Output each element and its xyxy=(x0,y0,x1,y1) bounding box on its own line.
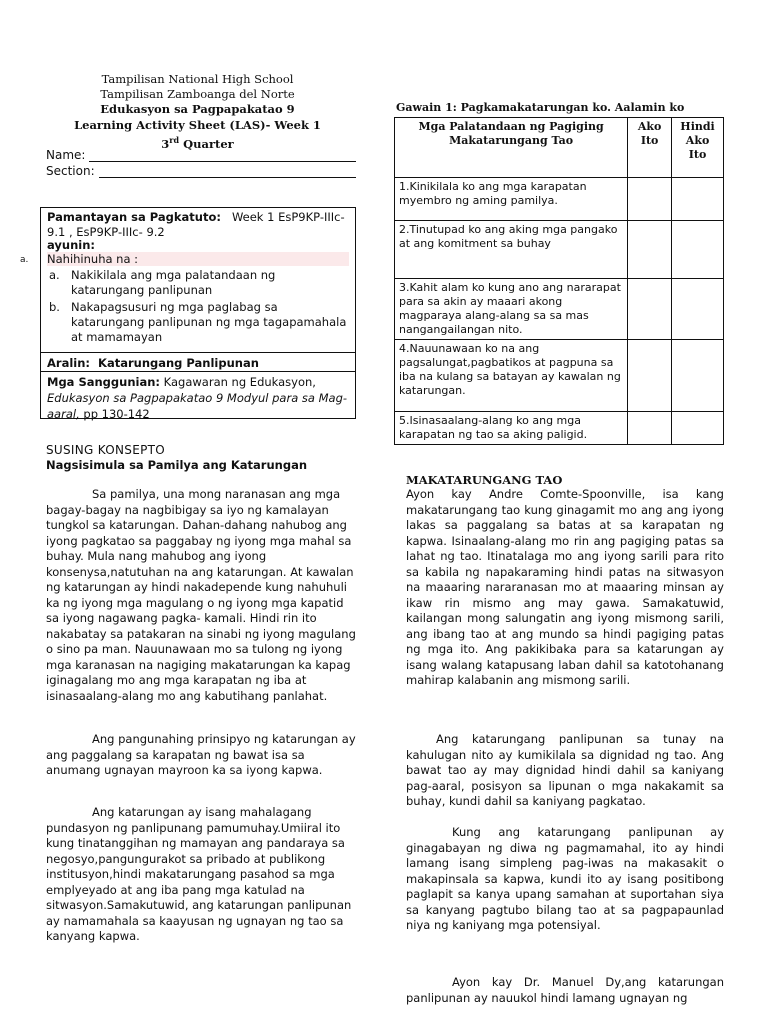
checkbox-cell[interactable] xyxy=(628,279,672,340)
checkbox-cell[interactable] xyxy=(672,221,724,279)
name-field[interactable] xyxy=(46,148,356,162)
objective-marker: b. xyxy=(49,300,60,314)
right-paragraph: Kung ang katarungang panlipunan ay ginagabayan ng diwa ng pagmamahal, ito ay hindi lamang isang simpleng pag-iwas na makasakit o makapinsala sa kapwa, kundi ito ay isang positibong paglapit sa kanya upang samahan at suportahan siya sa kanyang pagtubo bilang tao at sa pagpapaunlad niya ng kaniyang mga potensiyal. xyxy=(406,825,724,932)
right-paragraph: Ang katarungang panlipunan sa tunay na kahulugan nito ay kumikilala sa dignidad ng tao. Ang bawat tao ay may dignidad hindi dahil sa kaniyang pag-aaral, posisyon sa lipunan o mga nakakamit sa buhay, kundi dahil sa kaniyang pagkatao. xyxy=(406,732,724,808)
section-line[interactable] xyxy=(99,165,356,178)
school-location: Tampilisan Zamboanga del Norte xyxy=(100,87,295,101)
section-label: Section: xyxy=(46,164,95,178)
table-row xyxy=(395,340,724,412)
section-field[interactable] xyxy=(46,164,356,178)
sanggunian-pages: pp 130-142 xyxy=(79,407,150,421)
col-header: Mga Palatandaan ng Pagiging Makatarungang Tao xyxy=(395,118,628,178)
pamantayan-label: Pamantayan sa Pagkatuto: xyxy=(47,210,221,224)
table-row xyxy=(395,178,724,221)
left-paragraph: Ang katarungan ay isang mahalagang pundasyon ng panlipunang pamumuhay.Umiiral ito kung tinatanggihan ng mamayan ang pandaraya sa negosyo,pangungurakot sa pribado at publikong institusyon,hindi makatarungang pasahod sa mga emplyeyado at ang iba pang mga katulad na sitwasyon.Samakutuwid, ang katarungan panlipunan ay namamahala sa kaayusan ng ugnayan ng tao sa kanyang kapwa. xyxy=(46,805,352,943)
right-section-title: MAKATARUNGANG TAO xyxy=(406,473,563,487)
pamantayan xyxy=(47,210,349,240)
activity-title: Gawain 1: Pagkamakatarungan ko. Aalamin ko xyxy=(396,101,685,114)
right-paragraph: Ayon kay Dr. Manuel Dy,ang katarungan panlipunan ay nauukol hindi lamang ugnayan ng xyxy=(406,975,724,1005)
activity-table xyxy=(394,117,724,445)
nahihinuha-label: Nahihinuha na : xyxy=(47,252,349,266)
checkbox-cell[interactable] xyxy=(672,178,724,221)
right-paragraph: Ayon kay Andre Comte-Spoonville, isa kang makatarungang tao kung ginagamit mo ang ang iyong lakas sa paggalang sa batas at sa karapatan ng kapwa. Isinaalang-alang mo rin ang pagiging patas sa lahat ng tao. Itinatalaga mo ang iyong sarili para rito sa kabila ng napakaraming hindi patas na sitwasyon na maaaring nararanasan mo at maaaring minsan ay ikaw rin mismo ang may gawa. Samakatuwid, kailangan mong salungatin ang iyong mismong sarili, ang ibang tao at ang mundo sa hindi pagiging patas ng mga ito. Ang pakikibaka para sa katarungan ay isang walang katapusang laban dahil sa katotohanang mahirap kalabanin ang mismong sarili. xyxy=(406,487,724,687)
left-paragraph: Sa pamilya, una mong naranasan ang mga bagay-bagay na nagbibigay sa iyo ng kamalayan tungkol sa katarungan. Dahan-dahang nahubog ang iyong pagkatao sa paggabay ng iyong mga mahal sa buhay. Mula nang mahubog ang iyong konsenysa,natutuhan na ang katarungan. At kawalan ng katarungan ay hindi nakadepende kung nahuhuli ka ng iyong mga magulang o ng iyong mga kapatid sa iyong nagawang pagka- kamali. Hindi rin ito nakabatay sa patakaran na sinabi ng iyong magulang o sino pa man. Nauunawaan mo sa tulong ng iyong mga karanasan na nagiging makatarungan ka kapag iginagalang mo ang mga karapatan ng iba at isinasaalang-alang mo ang kabutihang panlahat. xyxy=(46,487,356,703)
objective-item xyxy=(49,300,349,345)
table-cell: 3.Kahit alam ko kung ano ang nararapat para sa akin ay maaari akong magparaya alang-alang sa sa mas nangangailangan nito. xyxy=(395,279,628,340)
sanggunian-label: Mga Sanggunian: xyxy=(47,375,160,389)
checkbox-cell[interactable] xyxy=(672,279,724,340)
box-divider xyxy=(41,371,355,372)
name-label: Name: xyxy=(46,148,86,162)
section-subtitle: Nagsisimula sa Pamilya ang Katarungan xyxy=(46,458,308,472)
sheet-title: Learning Activity Sheet (LAS)- Week 1 xyxy=(74,118,321,132)
side-marker: a. xyxy=(20,255,29,265)
objective-item xyxy=(49,268,349,298)
checkbox-cell[interactable] xyxy=(672,412,724,445)
sanggunian-text: Kagawaran ng Edukasyon, xyxy=(163,375,316,389)
checkbox-cell[interactable] xyxy=(628,221,672,279)
section-title: SUSING KONSEPTO xyxy=(46,443,165,457)
aralin xyxy=(47,356,349,370)
school-name: Tampilisan National High School xyxy=(101,72,294,86)
sanggunian-title: Edukasyon sa Pagpapakatao 9 Modyul para sa Mag-aaral, xyxy=(47,391,348,421)
pamantayan-value: Week 1 EsP9KP-IIIc-9.1 , EsP9KP-IIIc- 9.2 xyxy=(47,210,345,239)
aralin-label: Aralin: xyxy=(47,356,91,370)
checkbox-cell[interactable] xyxy=(628,178,672,221)
checkbox-cell[interactable] xyxy=(628,412,672,445)
quarter-suffix: rd xyxy=(169,135,180,145)
table-row xyxy=(395,221,724,279)
table-header-row xyxy=(395,118,724,178)
table-cell: 2.Tinutupad ko ang aking mga pangako at ang komitment sa buhay xyxy=(395,221,628,279)
table-row xyxy=(395,279,724,340)
name-line[interactable] xyxy=(89,149,356,162)
subject-title: Edukasyon sa Pagpapakatao 9 xyxy=(100,102,295,116)
left-paragraph: Ang pangunahing prinsipyo ng katarungan ay ang paggalang sa karapatan ng bawat isa sa anumang ugnayan mayroon ka sa iyong kapwa. xyxy=(46,732,356,777)
col-header: Hindi Ako Ito xyxy=(672,118,724,178)
aralin-value: Katarungang Panlipunan xyxy=(98,356,259,370)
info-box xyxy=(40,207,356,419)
objective-text: Nakapagsusuri ng mga paglabag sa katarungang panlipunan ng mga tagapamahala at mamamayan xyxy=(71,300,347,344)
sanggunian xyxy=(47,374,349,422)
col-header: Ako Ito xyxy=(628,118,672,178)
checkbox-cell[interactable] xyxy=(672,340,724,412)
box-divider xyxy=(41,352,355,353)
table-row xyxy=(395,412,724,445)
table-cell: 5.Isinasaalang-alang ko ang mga karapatan ng tao sa aking paligid. xyxy=(395,412,628,445)
objective-text: Nakikilala ang mga palatandaan ng katarungang panlipunan xyxy=(71,268,276,297)
objective-marker: a. xyxy=(49,268,60,282)
table-cell: 1.Kinikilala ko ang mga karapatan myembro ng aming pamilya. xyxy=(395,178,628,221)
quarter-word: Quarter xyxy=(179,136,234,151)
ayunin-label: ayunin: xyxy=(47,238,96,252)
quarter-number: 3 xyxy=(161,136,170,151)
checkbox-cell[interactable] xyxy=(628,340,672,412)
table-cell: 4.Nauunawaan ko na ang pagsalungat,pagbatikos at pagpuna sa iba na kulang sa batayan ay kawalan ng katarungan. xyxy=(395,340,628,412)
